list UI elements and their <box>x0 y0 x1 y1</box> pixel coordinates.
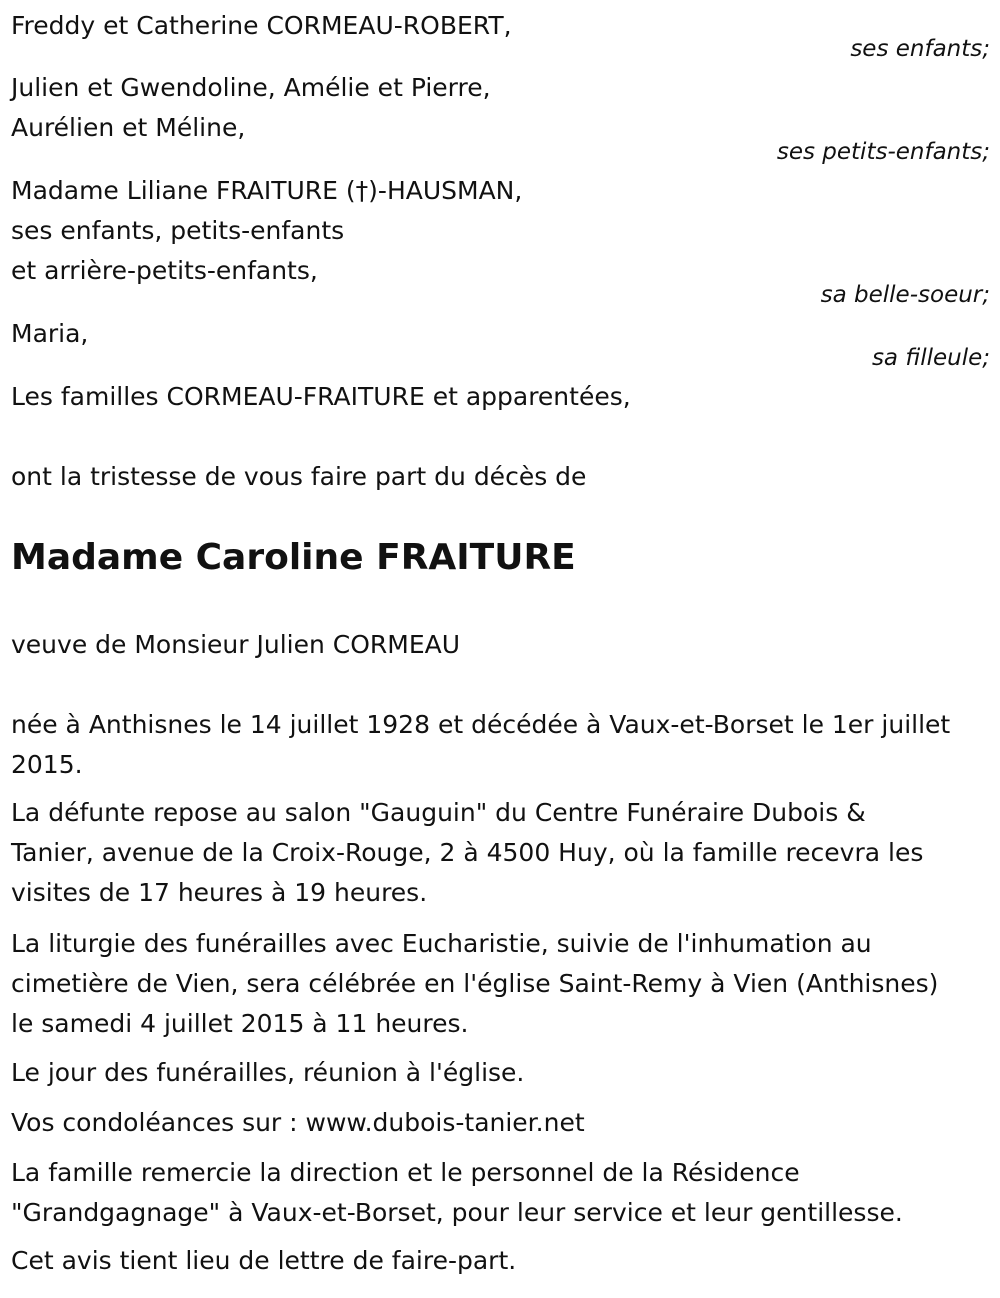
family-liliane-line-1: Madame Liliane FRAITURE (†)-HAUSMAN, <box>11 176 523 205</box>
paragraph-birth-death-line-1: née à Anthisnes le 14 juillet 1928 et décédée à Vaux-et-Borset le 1er juillet <box>11 710 951 739</box>
family-julien-line-2: Aurélien et Méline, <box>11 113 246 142</box>
paragraph-thanks-line-1: La famille remercie la direction et le personnel de la Résidence <box>11 1158 800 1187</box>
announcement-text: ont la tristesse de vous faire part du décès de <box>11 462 587 491</box>
paragraph-liturgy-line-3: le samedi 4 juillet 2015 à 11 heures. <box>11 1009 469 1038</box>
paragraph-salon-line-1: La défunte repose au salon "Gauguin" du Centre Funéraire Dubois & <box>11 798 866 827</box>
family-maria-relation: sa filleule; <box>871 345 990 371</box>
family-julien-relation: ses petits-enfants; <box>776 139 990 165</box>
family-cormeau-fraiture-line-1: Les familles CORMEAU-FRAITURE et apparentées, <box>11 382 631 411</box>
family-freddy-relation: ses enfants; <box>850 36 990 62</box>
paragraph-liturgy-line-2: cimetière de Vien, sera célébrée en l'église Saint-Remy à Vien (Anthisnes) <box>11 969 939 998</box>
family-freddy-line-1: Freddy et Catherine CORMEAU-ROBERT, <box>11 11 512 40</box>
deceased-name: Madame Caroline FRAITURE <box>11 537 576 578</box>
paragraph-salon-line-3: visites de 17 heures à 19 heures. <box>11 878 428 907</box>
paragraph-liturgy-line-1: La liturgie des funérailles avec Eucharistie, suivie de l'inhumation au <box>11 929 872 958</box>
widow-of-text: veuve de Monsieur Julien CORMEAU <box>11 630 461 659</box>
paragraph-condolences-line-1: Vos condoléances sur : www.dubois-tanier.net <box>11 1108 585 1137</box>
family-maria-line-1: Maria, <box>11 319 89 348</box>
paragraph-birth-death-line-2: 2015. <box>11 750 83 779</box>
paragraph-notice-line-1: Cet avis tient lieu de lettre de faire-part. <box>11 1246 517 1275</box>
family-liliane-line-2: ses enfants, petits-enfants <box>11 216 345 245</box>
family-liliane-relation: sa belle-soeur; <box>820 282 990 308</box>
family-liliane-line-3: et arrière-petits-enfants, <box>11 256 318 285</box>
paragraph-meeting-line-1: Le jour des funérailles, réunion à l'église. <box>11 1058 525 1087</box>
family-julien-line-1: Julien et Gwendoline, Amélie et Pierre, <box>11 73 491 102</box>
paragraph-salon-line-2: Tanier, avenue de la Croix-Rouge, 2 à 4500 Huy, où la famille recevra les <box>11 838 924 867</box>
paragraph-thanks-line-2: "Grandgagnage" à Vaux-et-Borset, pour leur service et leur gentillesse. <box>11 1198 903 1227</box>
